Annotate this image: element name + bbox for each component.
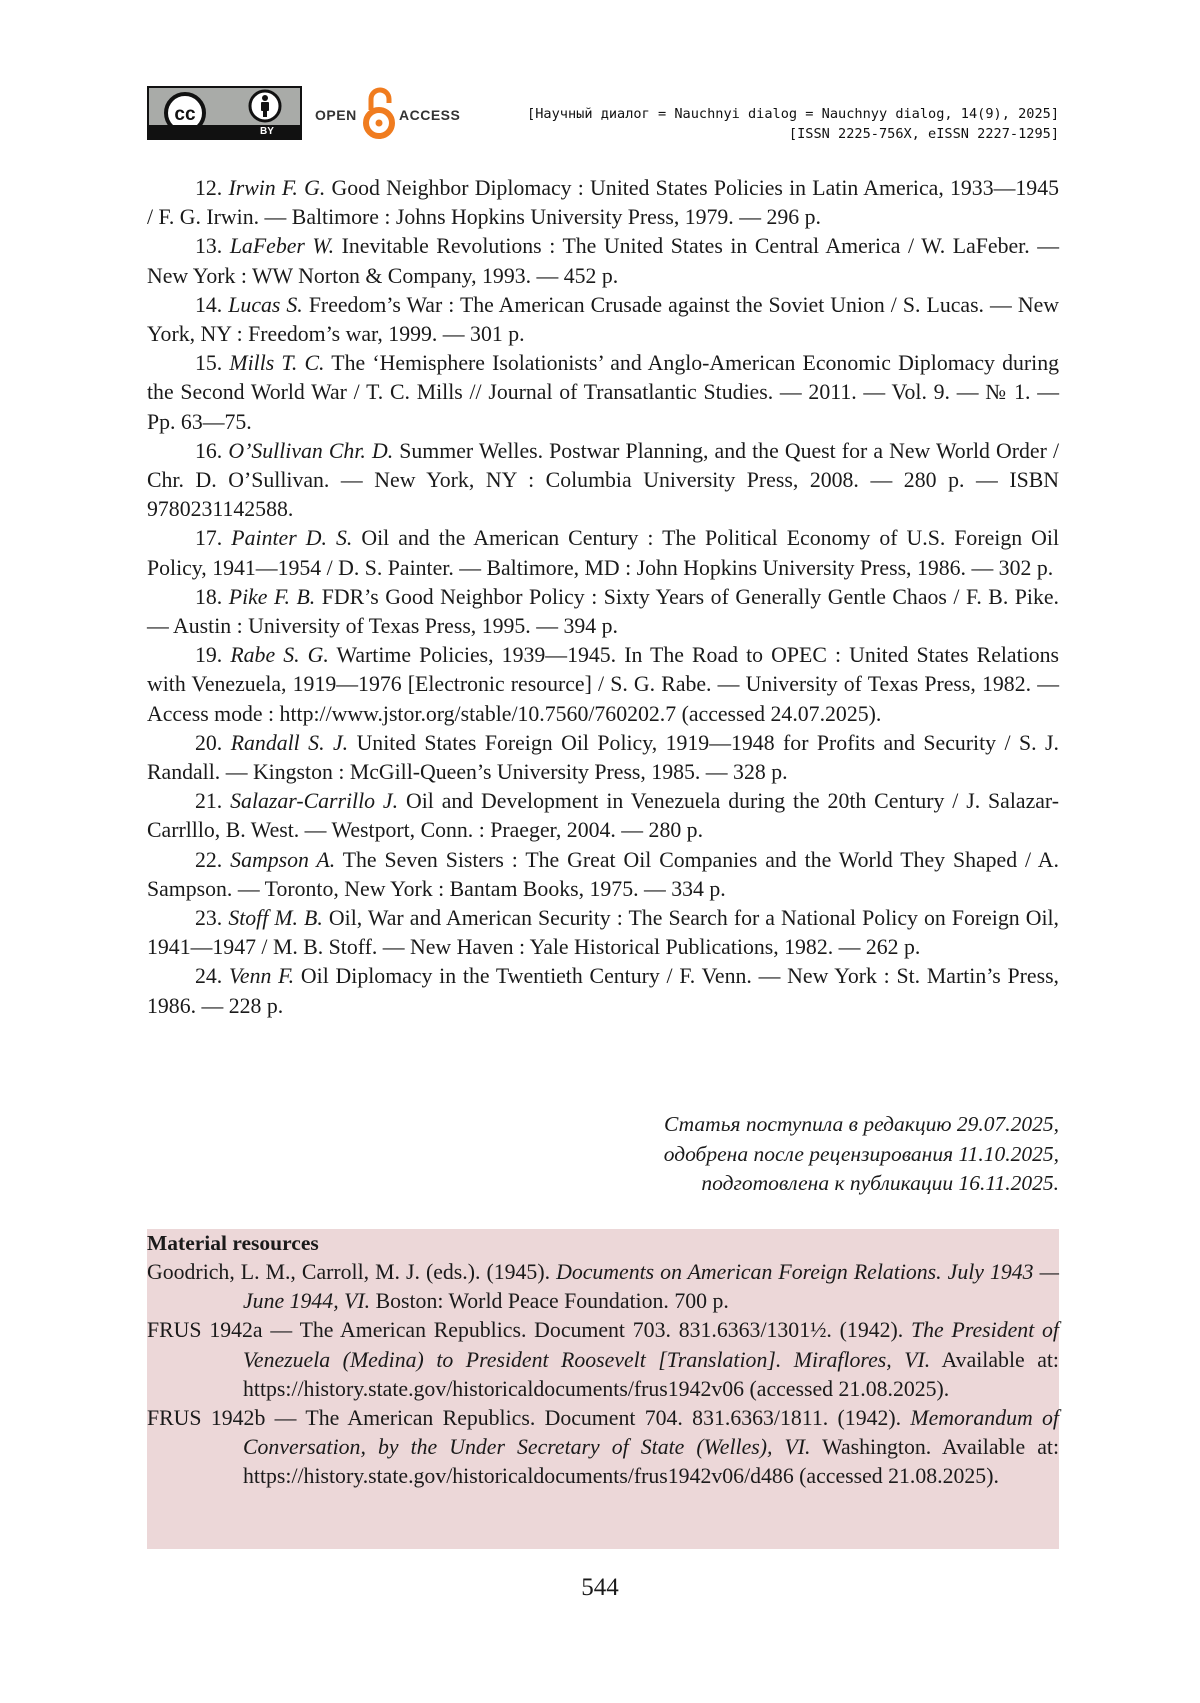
reference-list (147, 174, 1059, 1021)
material-resource-item: Goodrich, L. M., Carroll, M. J. (eds.). (1945). Documents on American Foreign Relations. July 1943 — June 1944, VI. Boston: World Peace Foundation. 700 p. (147, 1260, 1059, 1314)
material-resources-section (147, 1229, 1059, 1549)
reference-author: Venn F. (229, 964, 295, 989)
reference-author: Randall S. J. (230, 730, 349, 755)
open-access-word-access: ACCESS (399, 107, 461, 123)
journal-line-2: [ISSN 2225-756X, eISSN 2227-1295] (788, 126, 1059, 142)
reference-item: 14. Lucas S. Freedom’s War : The American Crusade against the Soviet Union / S. Lucas. — New York, NY : Freedom’s war, 1999. — 301 p. (147, 292, 1060, 347)
journal-citation (527, 104, 1059, 144)
reference-item: 22. Sampson A. The Seven Sisters : The Great Oil Companies and the World They Shaped / A. Sampson. — Toronto, New York : Bantam Books, 1975. — 334 p. (147, 847, 1059, 901)
reference-author: Sampson A. (230, 847, 336, 872)
reference-item: 16. O’Sullivan Chr. D. Summer Welles. Postwar Planning, and the Quest for a New World Order / Chr. D. O’Sullivan. — New York, NY : Columbia University Press, 2008. — 280 p. — ISBN 9780231142588. (147, 438, 1059, 522)
cc-by-license-badge (147, 86, 302, 140)
open-access-lock-icon (362, 86, 396, 140)
open-access-logo (315, 86, 465, 142)
page-number: 544 (581, 1574, 619, 1601)
reference-author: Salazar-Carrillo J. (230, 789, 399, 814)
reference-author: Rabe S. G. (230, 643, 329, 668)
reference-item: 17. Painter D. S. Oil and the American Century : The Political Economy of U.S. Foreign Oil Policy, 1941—1954 / D. S. Painter. — Baltimore, MD : John Hopkins University Press, 1986. — 302 p. (147, 526, 1060, 580)
reference-item: 21. Salazar-Carrillo J. Oil and Development in Venezuela during the 20th Century / J. Salazar-Carrlllo, B. West. — Westport, Conn. : Praeger, 2004. — 280 p. (147, 789, 1059, 843)
date-received: Статья поступила в редакцию 29.07.2025, (663, 1112, 1059, 1136)
reference-item: 12. Irwin F. G. Good Neighbor Diplomacy : United States Policies in Latin America, 1933—1945 / F. G. Irwin. — Baltimore : Johns Hopkins University Press, 1979. — 296 p. (147, 176, 1059, 230)
material-resource-item: FRUS 1942b — The American Republics. Document 704. 831.6363/1811. (1942). Memorandum of Conversation, by the Under Secretary of State (Welles), VI. Washington. Available at: https://history.state.gov/historicaldocuments/frus1942v06/d486 (accessed 21.08.2025). (147, 1406, 1059, 1489)
reference-author: Irwin F. G. (228, 176, 326, 200)
reference-item: 19. Rabe S. G. Wartime Policies, 1939—1945. In The Road to OPEC : United States Relations with Venezuela, 1919—1976 [Electronic resource] / S. G. Rabe. — University of Texas Press, 1982. — Access mode : http://www.jstor.org/stable/10.7560/760202.7 (accessed 24.07.2025). (147, 643, 1059, 726)
date-approved: одобрена после рецензирования 11.10.2025, (663, 1141, 1059, 1166)
date-prepared: подготовлена к публикации 16.11.2025. (701, 1171, 1059, 1195)
reference-author: Stoff M. B. (228, 906, 323, 931)
reference-author: Painter D. S. (231, 526, 353, 551)
reference-item: 20. Randall S. J. United States Foreign Oil Policy, 1919—1948 for Profits and Security / S. J. Randall. — Kingston : McGill-Queen’s University Press, 1985. — 328 p. (147, 730, 1059, 785)
open-access-word-open: OPEN (315, 107, 357, 123)
reference-author: Pike F. B. (228, 584, 316, 609)
reference-item: 13. LaFeber W. Inevitable Revolutions : The United States in Central America / W. LaFeber. — New York : WW Norton & Company, 1993. — 452 p. (147, 234, 1059, 288)
reference-author: Mills T. C. (229, 351, 325, 376)
reference-item: 23. Stoff M. B. Oil, War and American Security : The Search for a National Policy on Foreign Oil, 1941—1947 / M. B. Stoff. — New Haven : Yale Historical Publications, 1982. — 262 p. (147, 906, 1060, 960)
journal-line-1: [Научный диалог = Nauchnyi dialog = Nauchnyy dialog, 14(9), 2025] (527, 106, 1059, 122)
material-resource-item: FRUS 1942a — The American Republics. Document 703. 831.6363/1301½. (1942). The President of Venezuela (Medina) to President Roosevelt [Translation]. Miraflores, VI. Available at: https://history.state.gov/historicaldocuments/frus1942v06 (accessed 21.08.2025). (147, 1318, 1059, 1401)
reference-item: 24. Venn F. Oil Diplomacy in the Twentieth Century / F. Venn. — New York : St. Martin’s Press, 1986. — 228 p. (147, 964, 1059, 1018)
reference-item: 18. Pike F. B. FDR’s Good Neighbor Policy : Sixty Years of Generally Gentle Chaos / F. B. Pike. — Austin : University of Texas Press, 1995. — 394 p. (147, 584, 1059, 639)
article-dates (664, 1110, 1059, 1199)
reference-author: LaFeber W. (229, 234, 335, 259)
attribution-icon (247, 88, 283, 124)
reference-author: O’Sullivan Chr. D. (228, 438, 394, 463)
material-resources-title: Material resources (147, 1231, 319, 1255)
page-header (147, 86, 1059, 142)
svg-text:cc: cc (174, 104, 196, 125)
by-label: BY (234, 125, 300, 138)
reference-item: 15. Mills T. C. The ‘Hemisphere Isolationists’ and Anglo-American Economic Diplomacy during the Second World War / T. C. Mills // Journal of Transatlantic Studies. — 2011. — Vol. 9. — № 1. — Pp. 63—75. (147, 351, 1059, 434)
reference-author: Lucas S. (228, 292, 303, 317)
